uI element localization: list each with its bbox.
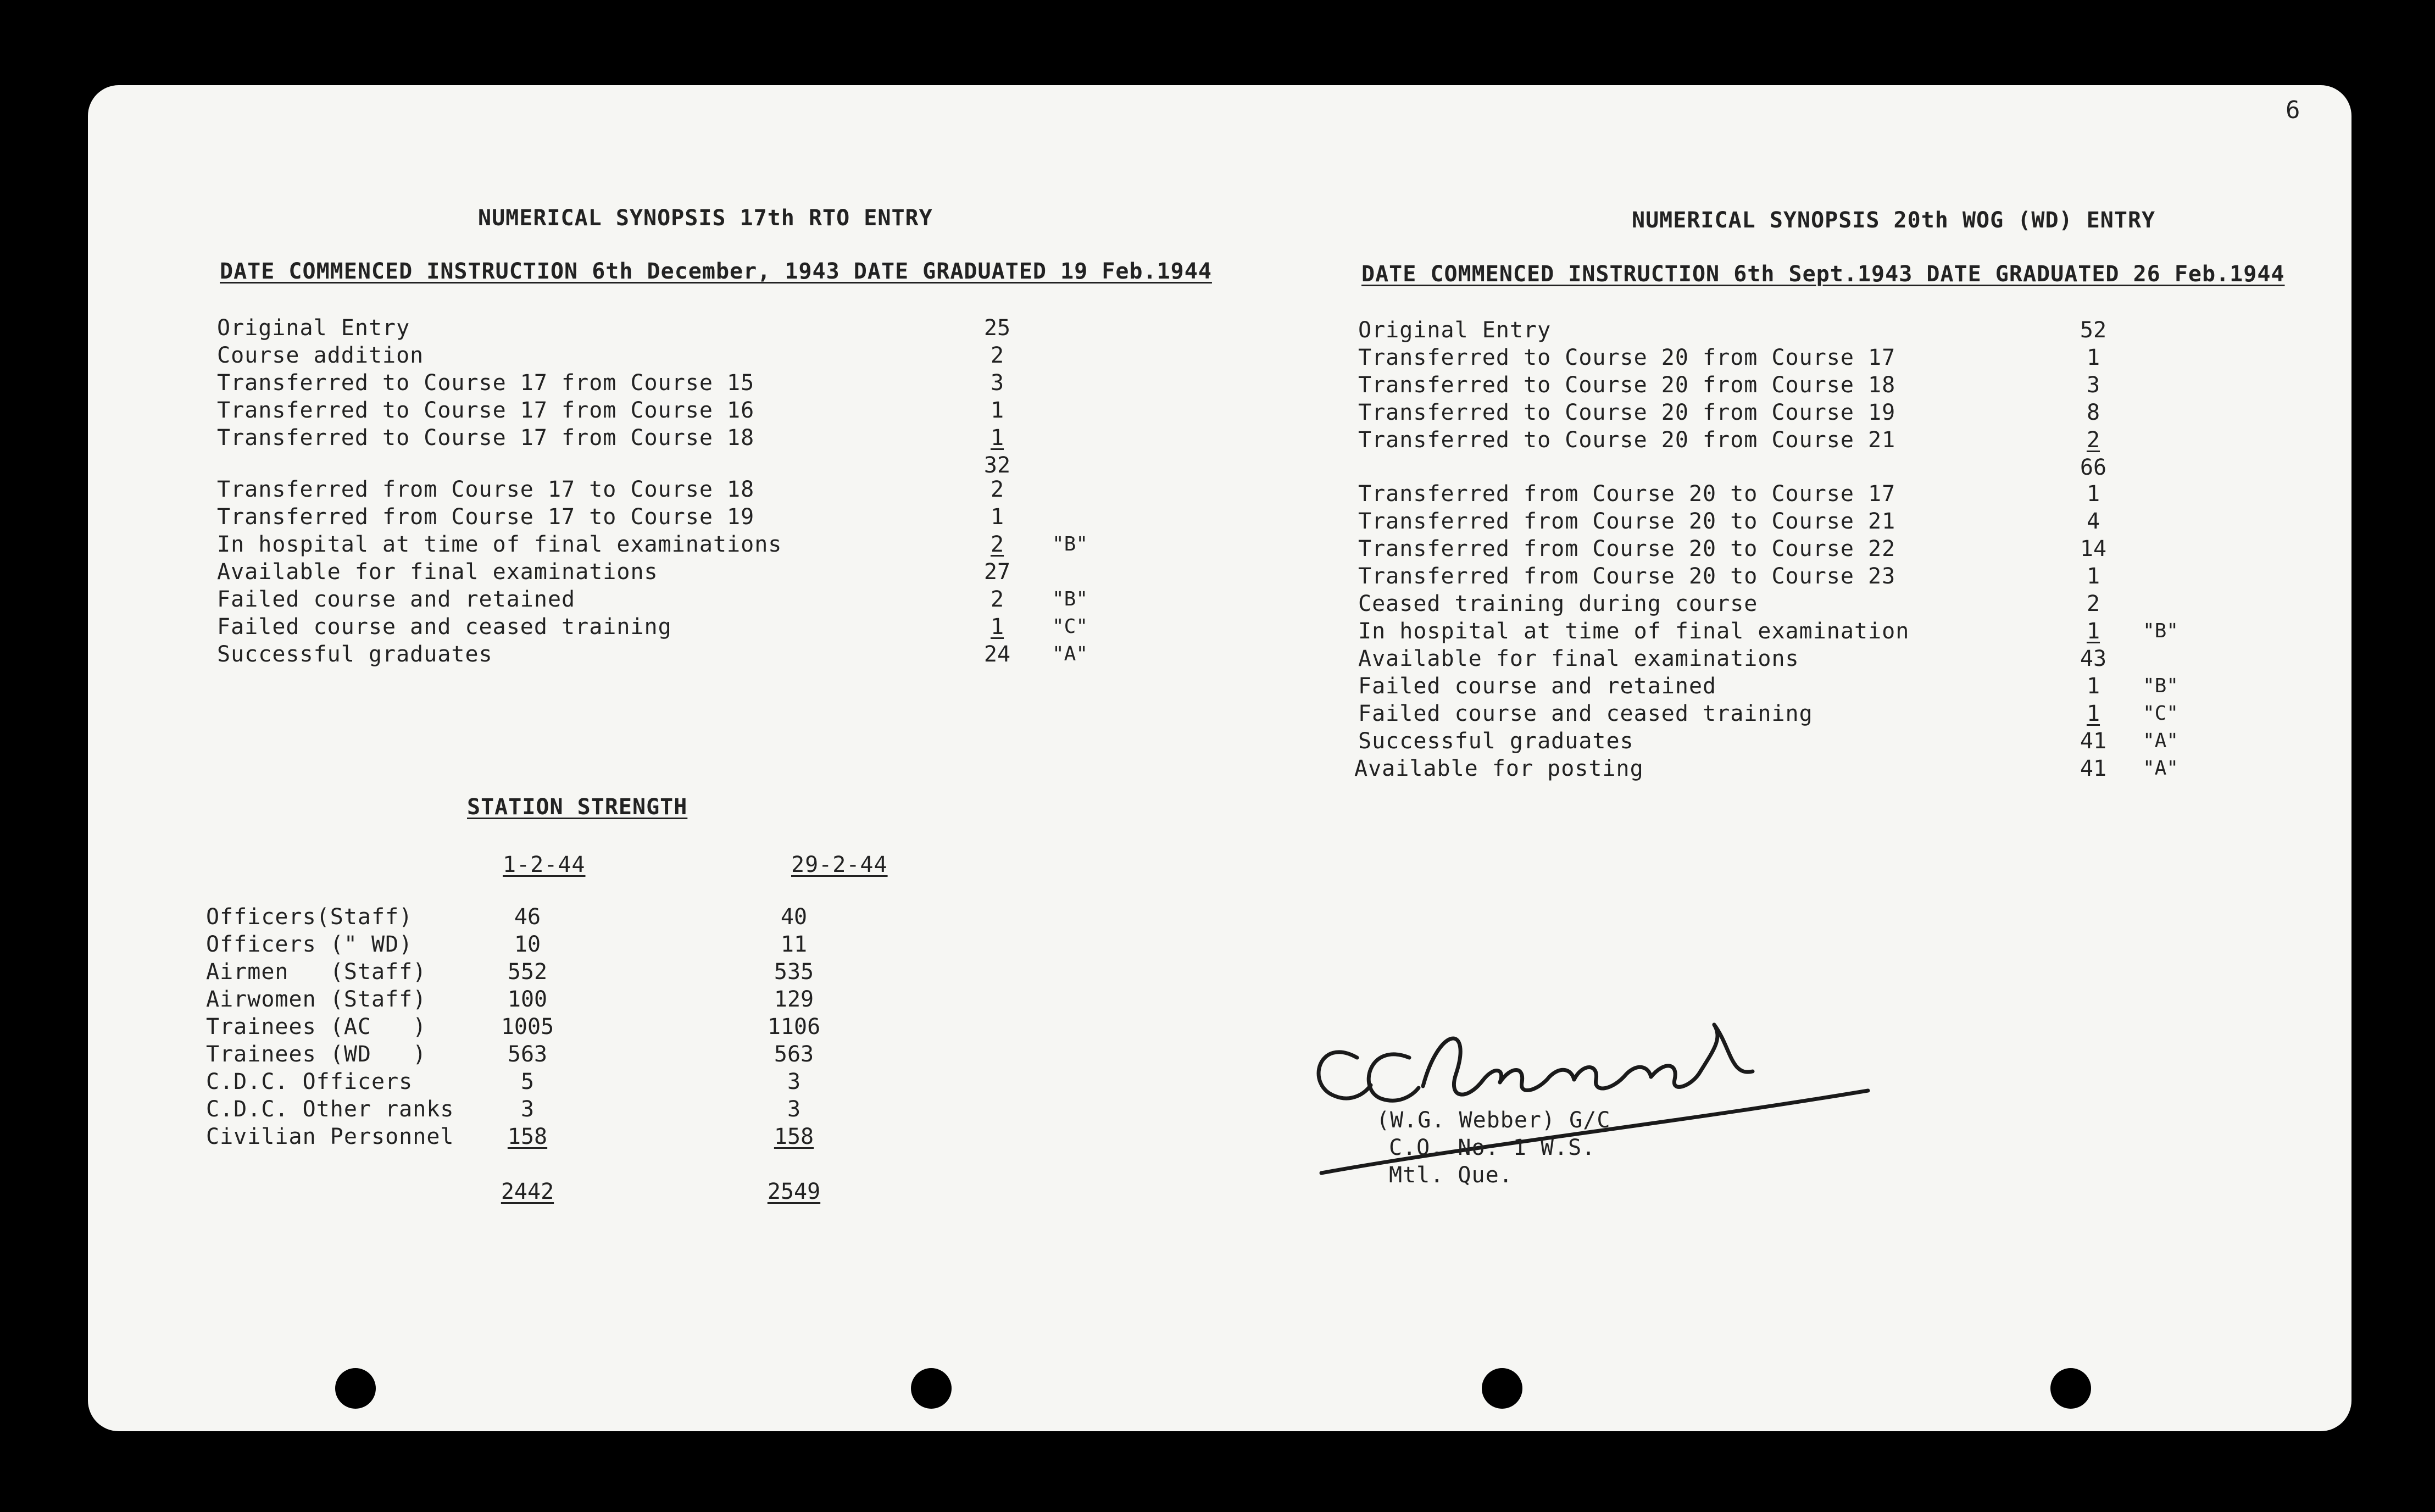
station-row-label: Officers (" WD)	[206, 932, 413, 957]
right-row-value: 14	[2080, 536, 2107, 562]
station-row-v2: 3	[787, 1097, 801, 1122]
right-row-value: 41	[2080, 729, 2107, 754]
right-row-value: 1	[2086, 481, 2100, 507]
punch-hole	[2050, 1368, 2091, 1409]
left-row-label: Failed course and ceased training	[217, 614, 672, 640]
right-row-value: 1	[2086, 564, 2100, 589]
right-row-label: Transferred from Course 20 to Course 22	[1358, 536, 1896, 562]
left-row-label: Course addition	[217, 343, 424, 368]
right-row-value: 52	[2080, 318, 2107, 343]
left-row-label: Failed course and retained	[217, 587, 576, 612]
left-dates: DATE COMMENCED INSTRUCTION 6th December, 1943 DATE GRADUATED 19 Feb.1944	[220, 259, 1212, 284]
station-row-v1: 158	[507, 1124, 548, 1149]
right-row-code: "B"	[2143, 620, 2179, 642]
punch-hole	[1482, 1368, 1522, 1409]
signatory-title: C.O. No. 1 W.S.	[1389, 1135, 1596, 1160]
station-row-v2: 563	[774, 1042, 814, 1067]
station-row-v1: 10	[514, 932, 541, 957]
station-row-label: Airmen (Staff)	[206, 959, 427, 985]
station-heading: STATION STRENGTH	[467, 794, 688, 820]
station-row-v1: 100	[507, 987, 548, 1012]
right-row-value: 2	[2086, 591, 2100, 616]
left-heading: NUMERICAL SYNOPSIS 17th RTO ENTRY	[478, 205, 933, 231]
right-row-value: 2	[2086, 427, 2100, 453]
right-row-label: Transferred from Course 20 to Course 23	[1358, 564, 1896, 589]
right-row-code: "A"	[2143, 730, 2179, 752]
station-row-v2: 158	[774, 1124, 814, 1149]
left-row-value: 3	[990, 370, 1004, 396]
station-col1-date: 1-2-44	[503, 852, 586, 877]
station-total-1: 2442	[501, 1179, 554, 1204]
right-row-label: Transferred to Course 20 from Course 19	[1358, 400, 1896, 425]
station-row-v1: 46	[514, 904, 541, 930]
left-row-label: Transferred from Course 17 to Course 18	[217, 477, 755, 502]
right-row-label: Transferred to Course 20 from Course 18	[1358, 373, 1896, 398]
station-row-v1: 1005	[501, 1014, 554, 1040]
right-row-label: Ceased training during course	[1358, 591, 1758, 616]
station-row-label: Trainees (AC )	[206, 1014, 427, 1040]
right-row-value: 4	[2086, 509, 2100, 534]
left-row-value: 2	[990, 532, 1004, 557]
right-row-label: Available for posting	[1354, 756, 1644, 781]
left-row-label: In hospital at time of final examinations	[217, 532, 782, 557]
left-row-code: "B"	[1052, 533, 1088, 555]
left-row-label: Transferred to Course 17 from Course 15	[217, 370, 755, 396]
station-row-v1: 3	[520, 1097, 535, 1122]
station-row-v1: 552	[507, 959, 548, 985]
left-row-value: 1	[990, 504, 1004, 530]
station-row-label: Trainees (WD )	[206, 1042, 427, 1067]
station-row-v1: 5	[520, 1069, 535, 1094]
left-row-label: Successful graduates	[217, 642, 493, 667]
station-row-label: C.D.C. Officers	[206, 1069, 413, 1094]
right-heading: NUMERICAL SYNOPSIS 20th WOG (WD) ENTRY	[1632, 208, 2156, 233]
right-row-value: 8	[2086, 400, 2100, 425]
left-row-label: Transferred from Course 17 to Course 19	[217, 504, 755, 530]
left-row-label: Transferred to Course 17 from Course 16	[217, 398, 755, 423]
right-row-value: 1	[2086, 619, 2100, 644]
right-row-label: In hospital at time of final examination	[1358, 619, 1910, 644]
right-row-code: "B"	[2143, 675, 2179, 697]
right-row-code: "A"	[2143, 757, 2179, 780]
station-row-label: Officers(Staff)	[206, 904, 413, 930]
station-row-v1: 563	[507, 1042, 548, 1067]
right-row-value: 1	[2086, 674, 2100, 699]
station-row-label: Airwomen (Staff)	[206, 987, 427, 1012]
document-sheet	[88, 85, 2351, 1431]
left-row-value: 2	[990, 477, 1004, 502]
left-row-value: 1	[990, 614, 1004, 640]
left-row-value: 27	[983, 559, 1011, 585]
left-row-label: Original Entry	[217, 315, 410, 341]
left-row-value: 1	[990, 398, 1004, 423]
signatory-location: Mtl. Que.	[1389, 1163, 1513, 1188]
right-row-label: Successful graduates	[1358, 729, 1634, 754]
left-row-code: "C"	[1052, 615, 1088, 638]
left-subtotal: 32	[983, 453, 1011, 478]
right-row-label: Failed course and ceased training	[1358, 701, 1813, 726]
station-row-v2: 11	[780, 932, 808, 957]
right-row-label: Available for final examinations	[1358, 646, 1799, 671]
left-row-value: 24	[983, 642, 1011, 667]
right-subtotal: 66	[2080, 455, 2107, 480]
left-row-value: 2	[990, 587, 1004, 612]
station-row-v2: 40	[780, 904, 808, 930]
left-row-value: 2	[990, 343, 1004, 368]
right-row-label: Original Entry	[1358, 318, 1552, 343]
station-total-2: 2549	[767, 1179, 821, 1204]
right-row-label: Transferred to Course 20 from Course 17	[1358, 345, 1896, 370]
station-row-label: C.D.C. Other ranks	[206, 1097, 454, 1122]
right-row-code: "C"	[2143, 702, 2179, 725]
left-row-label: Transferred to Course 17 from Course 18	[217, 425, 755, 451]
page-number: 6	[2286, 96, 2300, 124]
station-col2-date: 29-2-44	[791, 852, 888, 877]
station-row-label: Civilian Personnel	[206, 1124, 454, 1149]
right-row-value: 1	[2086, 345, 2100, 370]
left-row-value: 25	[983, 315, 1011, 341]
right-row-value: 41	[2080, 756, 2107, 781]
punch-hole	[911, 1368, 952, 1409]
station-row-v2: 129	[774, 987, 814, 1012]
signatory-name: (W.G. Webber) G/C	[1376, 1108, 1611, 1133]
right-row-value: 3	[2086, 373, 2100, 398]
right-row-label: Failed course and retained	[1358, 674, 1717, 699]
right-row-label: Transferred to Course 20 from Course 21	[1358, 427, 1896, 453]
left-row-value: 1	[990, 425, 1004, 451]
left-row-code: "A"	[1052, 643, 1088, 665]
right-row-value: 43	[2080, 646, 2107, 671]
station-row-v2: 3	[787, 1069, 801, 1094]
right-row-label: Transferred from Course 20 to Course 21	[1358, 509, 1896, 534]
right-dates: DATE COMMENCED INSTRUCTION 6th Sept.1943 DATE GRADUATED 26 Feb.1944	[1361, 262, 2285, 287]
left-row-code: "B"	[1052, 588, 1088, 610]
left-row-label: Available for final examinations	[217, 559, 658, 585]
punch-hole	[335, 1368, 376, 1409]
station-row-v2: 1106	[767, 1014, 821, 1040]
station-row-v2: 535	[774, 959, 814, 985]
right-row-value: 1	[2086, 701, 2100, 726]
right-row-label: Transferred from Course 20 to Course 17	[1358, 481, 1896, 507]
